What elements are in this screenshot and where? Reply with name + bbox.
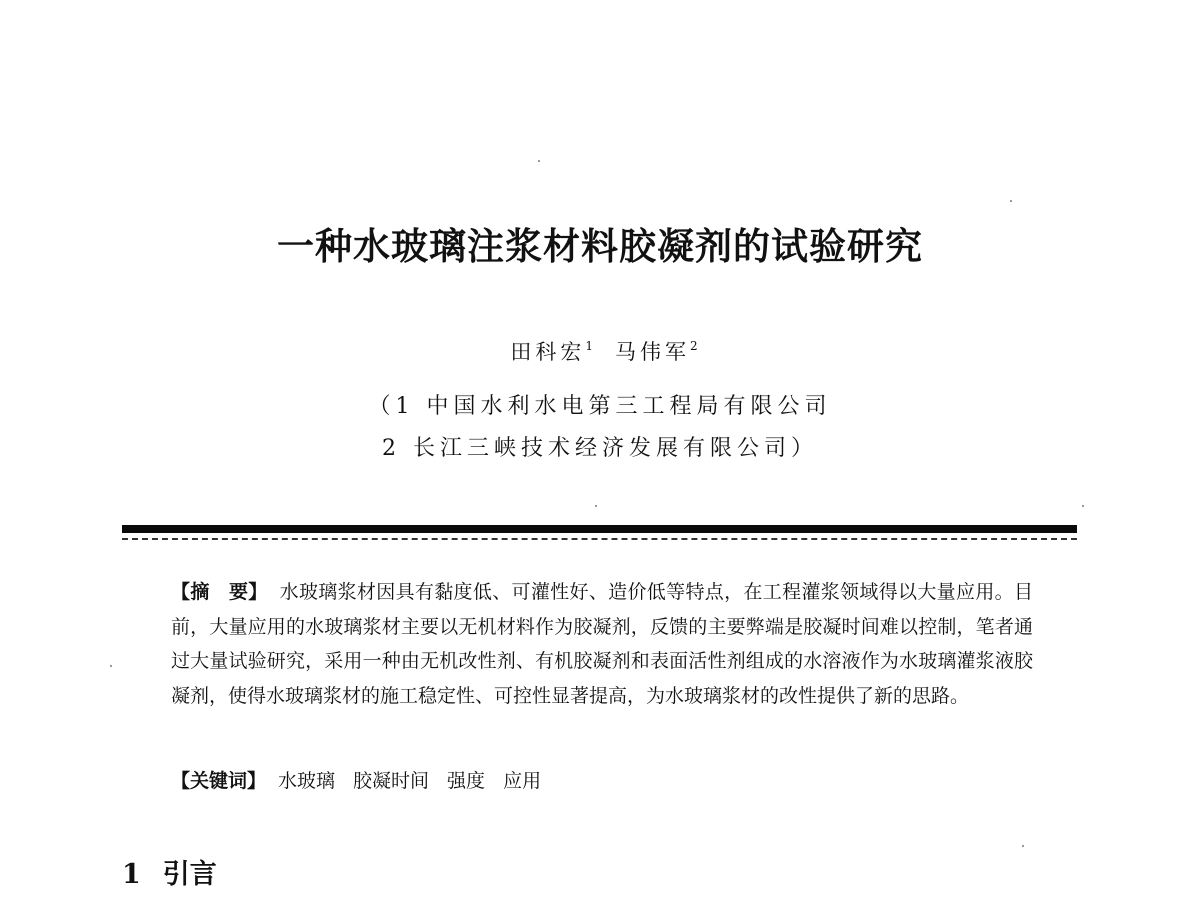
affiliation-line: 2 长江三峡技术经济发展有限公司） xyxy=(382,436,818,461)
section-heading xyxy=(122,855,217,895)
author-affiliation-mark: 1 xyxy=(585,339,593,353)
keyword: 水玻璃 xyxy=(278,770,336,792)
scan-speck xyxy=(538,160,540,162)
header-rule-thick xyxy=(122,525,1077,533)
keyword: 强度 xyxy=(447,770,486,792)
scan-speck xyxy=(1022,845,1024,847)
section-number: 1 xyxy=(122,859,141,890)
scan-speck xyxy=(1082,505,1084,507)
author-line xyxy=(0,331,1200,367)
author-name: 田科宏 xyxy=(510,340,586,364)
scan-speck xyxy=(1010,200,1012,202)
affiliation-line: （1 中国水利水电第三工程局有限公司 xyxy=(368,394,832,419)
paper-title: 一种水玻璃注浆材料胶凝剂的试验研究 xyxy=(277,225,923,268)
keyword: 胶凝时间 xyxy=(353,770,430,792)
keywords-block xyxy=(171,764,559,798)
scan-speck xyxy=(110,665,112,667)
abstract-block xyxy=(171,575,1033,713)
scan-speck xyxy=(595,505,597,507)
header-rule-thin xyxy=(122,538,1077,540)
author-name: 马伟军 xyxy=(615,340,690,364)
abstract-label: 【摘 要】 xyxy=(171,581,268,603)
abstract-text: 水玻璃浆材因具有黏度低、可灌性好、造价低等特点，在工程灌浆领域得以大量应用。目前，大量应用的水玻璃浆材主要以无机材料作为胶凝剂，反馈的主要弊端是胶凝时间难以控制，笔者通过大量试验研究，采用一种由无机改性剂、有机胶凝剂和表面活性剂组成的水溶液作为水玻璃灌浆液胶凝剂，使得水玻璃浆材的施工稳定性、可控性显著提高，为水玻璃浆材的改性提供了新的思路。 xyxy=(171,581,1033,707)
keyword: 应用 xyxy=(503,770,542,792)
section-title: 引言 xyxy=(162,859,217,890)
keywords-label: 【关键词】 xyxy=(171,770,267,792)
author-affiliation-mark: 2 xyxy=(690,339,698,353)
